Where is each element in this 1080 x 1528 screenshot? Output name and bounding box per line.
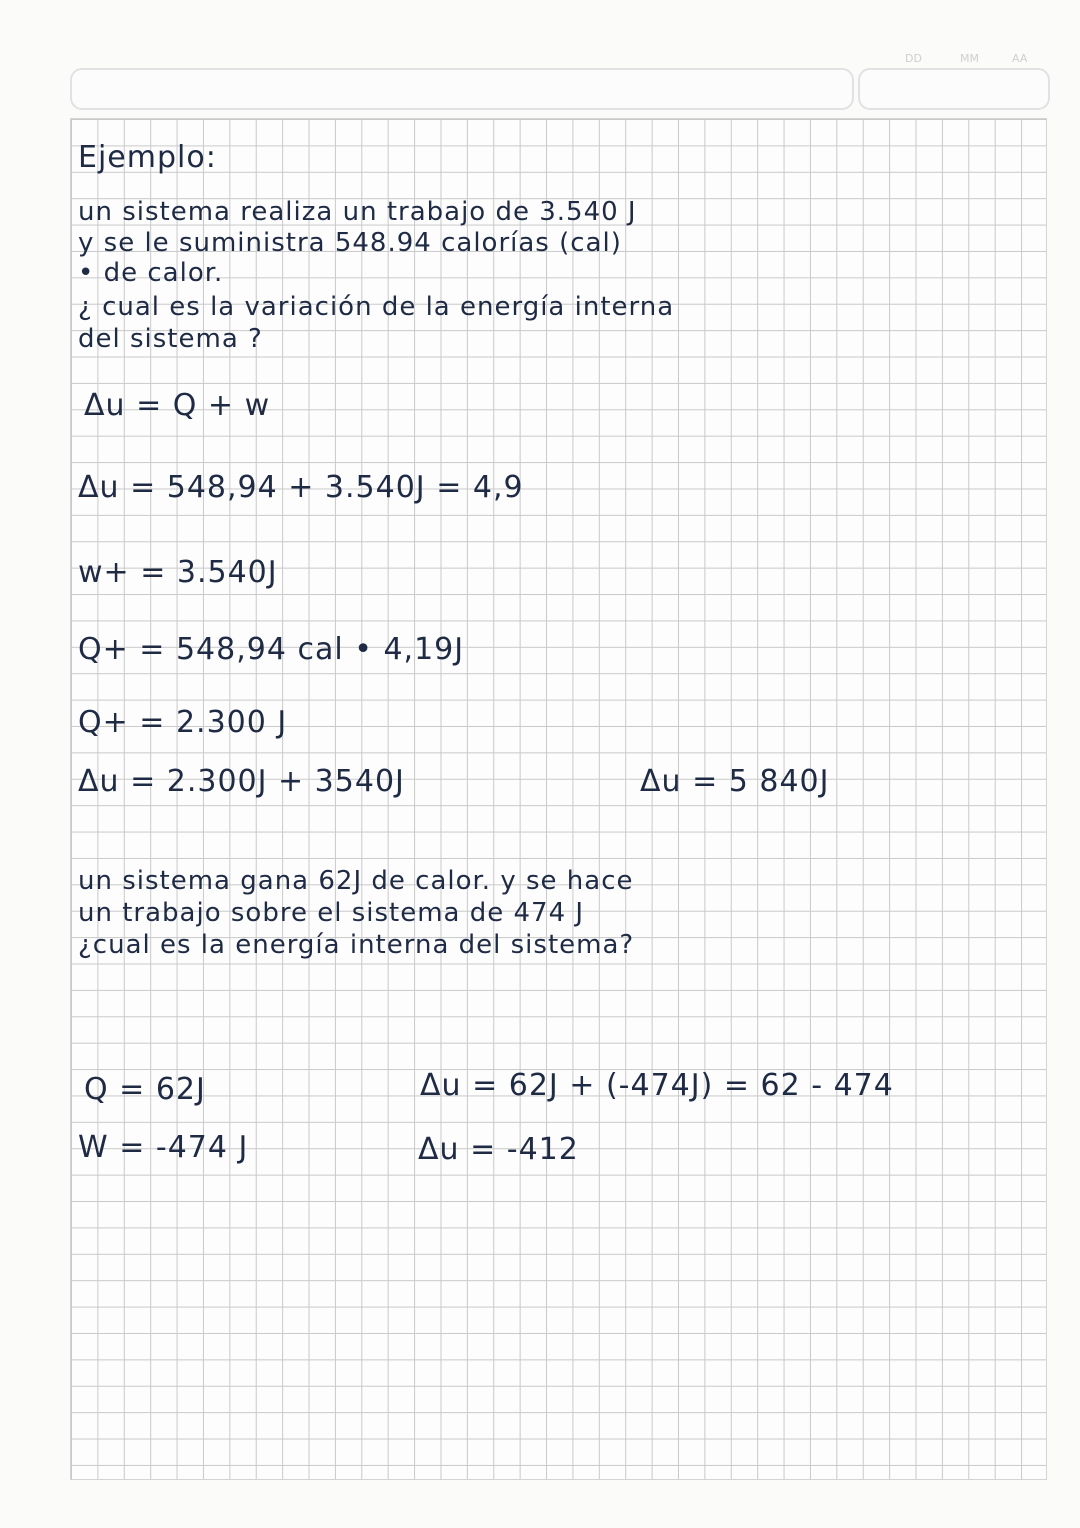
energy-sum: Δu = 2.300J + 3540J	[78, 764, 405, 799]
first-attempt: Δu = 548,94 + 3.540J = 4,9	[78, 470, 524, 505]
work-value: w+ = 3.540J	[78, 555, 278, 590]
given-heat: Q = 62J	[84, 1072, 206, 1107]
problem1-line-2: y se le suministra 548.94 calorías (cal)	[78, 228, 622, 258]
problem1-line-3: • de calor.	[78, 258, 224, 288]
problem1-line-4: ¿ cual es la variación de la energía interna	[78, 292, 675, 322]
title-field	[70, 68, 854, 110]
formula: Δu = Q + w	[84, 388, 271, 423]
problem1-line-5: del sistema ?	[78, 324, 263, 354]
heat-value: Q+ = 2.300 J	[78, 705, 288, 740]
energy2-result: Δu = -412	[418, 1132, 579, 1167]
given-work: W = -474 J	[78, 1130, 249, 1165]
date-mark-year: AA	[1012, 52, 1028, 65]
energy2-sum: Δu = 62J + (-474J) = 62 - 474	[420, 1068, 894, 1103]
grid-paper	[70, 118, 1047, 1480]
problem2-line-2: un trabajo sobre el sistema de 474 J	[78, 898, 585, 928]
problem1-line-1: un sistema realiza un trabajo de 3.540 J	[78, 197, 637, 227]
date-mark-day: DD	[905, 52, 922, 65]
problem2-line-3: ¿cual es la energía interna del sistema?	[78, 930, 635, 960]
date-mark-month: MM	[960, 52, 979, 65]
problem2-line-1: un sistema gana 62J de calor. y se hace	[78, 866, 634, 896]
energy-result: Δu = 5 840J	[640, 764, 830, 799]
page-heading: Ejemplo:	[78, 140, 217, 175]
date-field	[858, 68, 1050, 110]
heat-conversion: Q+ = 548,94 cal • 4,19J	[78, 632, 465, 667]
